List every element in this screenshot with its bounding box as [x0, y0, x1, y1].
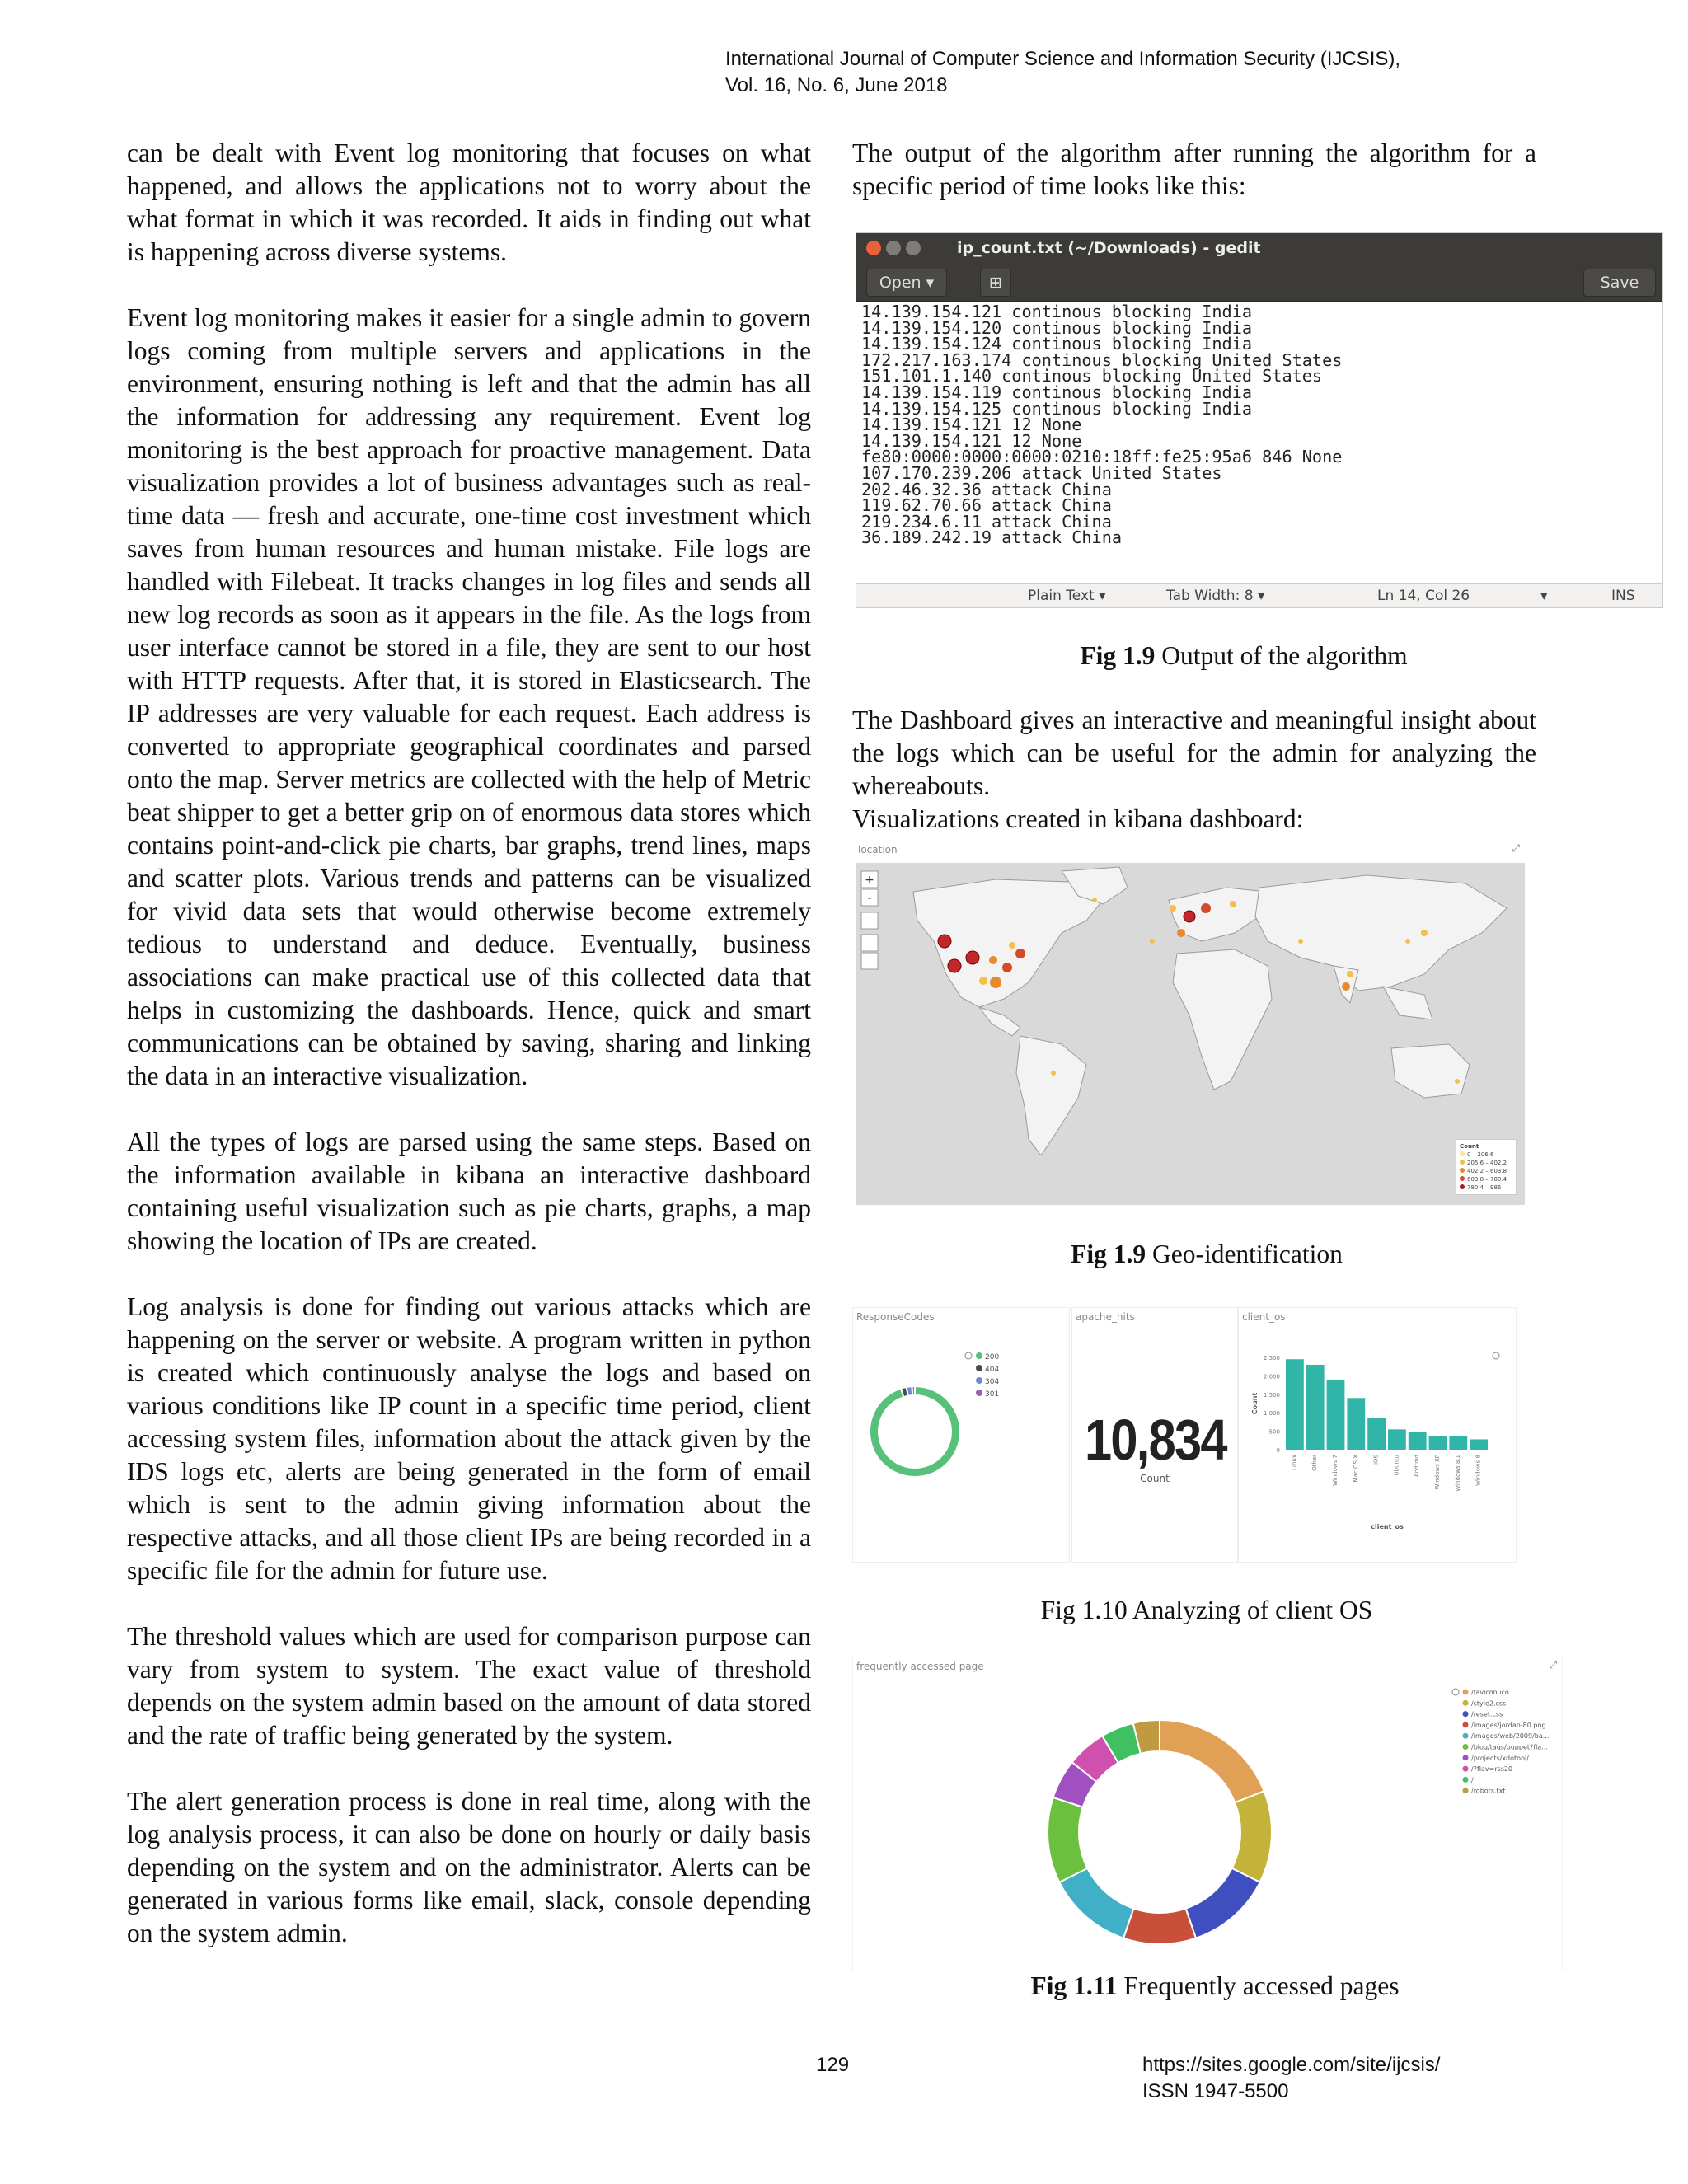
gedit-text-area[interactable] — [861, 304, 1342, 546]
legend-label: 301 — [985, 1390, 1000, 1399]
y-tick-label: 500 — [1268, 1428, 1280, 1436]
legend-toggle-icon — [1493, 1352, 1499, 1359]
x-axis-label: client_os — [1371, 1523, 1404, 1530]
x-tick-label: Windows XP — [1434, 1455, 1441, 1490]
bar-other — [1306, 1365, 1325, 1450]
legend-swatch — [1463, 1766, 1469, 1772]
legend-item — [1460, 1159, 1512, 1167]
map-marker — [1455, 1079, 1460, 1084]
figure-caption — [852, 1238, 1561, 1271]
log-line: 14.139.154.121 12 None — [861, 415, 1082, 435]
chevron-down-icon: ▾ — [926, 274, 935, 292]
log-line: fe80:0000:0000:0000:0210:18ff:fe25:95a6 846 None — [861, 447, 1343, 467]
x-tick-label: Linux — [1291, 1455, 1298, 1470]
map-marker — [1298, 939, 1303, 944]
map-marker — [1009, 942, 1015, 949]
paragraph: The alert generation process is done in real time, along with the log analysis process, it can also be done on hourly or daily basis depending on the system and on the administrator. Alerts can be generated in various forms like email, slack, console depending on the system admin. — [127, 1787, 811, 1947]
page-slice-5 — [1048, 1797, 1087, 1882]
paragraph: can be dealt with Event log monitoring that focuses on what happened, and allows the applications not to worry about the what format in which it was recorded. It aids in finding out what is happening across diverse systems. — [127, 138, 811, 266]
legend-label: /images/jordan-80.png — [1471, 1721, 1546, 1729]
figure-text: Fig 1.10 Analyzing of client OS — [1040, 1596, 1373, 1624]
maximize-icon[interactable] — [906, 241, 921, 255]
map-marker — [1405, 939, 1410, 944]
panel-title: ResponseCodes — [856, 1311, 935, 1323]
legend-swatch — [1460, 1168, 1465, 1173]
legend-swatch — [1460, 1176, 1465, 1181]
expand-icon[interactable]: ⤢ — [1512, 842, 1520, 854]
panel-title: frequently accessed page — [856, 1661, 984, 1672]
map-marker — [1347, 971, 1353, 977]
y-tick-label: 1,500 — [1263, 1391, 1280, 1399]
legend-label: /images/web/2009/ba... — [1471, 1732, 1550, 1741]
close-icon[interactable] — [866, 241, 881, 255]
log-line: 107.170.239.206 attack United States — [861, 462, 1222, 483]
client-os-panel — [1238, 1307, 1517, 1563]
log-line: 14.139.154.119 continous blocking India — [861, 382, 1253, 402]
client-os-bar-chart[interactable] — [1239, 1308, 1516, 1562]
gedit-titlebar — [856, 233, 1662, 263]
map-marker — [1177, 929, 1185, 937]
map-marker — [948, 959, 961, 972]
dashboard-paragraph: The Dashboard gives an interactive and meaningful insight about the logs which can be useful for the admin for analyzing the whereabouts. — [852, 705, 1536, 800]
log-line: 14.139.154.121 continous blocking India — [861, 302, 1253, 321]
gedit-window — [856, 232, 1663, 608]
map-marker — [979, 977, 987, 985]
legend-label: 205.6 – 402.2 — [1467, 1160, 1507, 1166]
frequent-pages-panel — [852, 1657, 1563, 1971]
geo-map-panel — [856, 842, 1525, 1205]
paragraph: All the types of logs are parsed using the same steps. Based on the information available in kibana an interactive dashboard containing useful visualization such as pie charts, graphs, a map showing the location of IPs are created. — [127, 1127, 811, 1255]
frequent-pages-donut[interactable] — [853, 1657, 1562, 1971]
paragraph: Event log monitoring makes it easier for a single admin to govern logs coming from multiple servers and applications in the environment, ensuring nothing is left and that the admin has all the information for addressing any requirement. Event log monitoring is the best approach for proactive management. Data visualization provides a lot of business advantages such as real-time data — fresh and accurate, one-time cost investment which saves from human resources and human mistake. File logs are handled with Filebeat. It tracks changes in log files and sends all new log records as soon as it appears in the file. As the logs from user interface cannot be stored in a file, they are sent to our host with HTTP requests. After that, it is stored in Elasticsearch. The IP addresses are very valuable for each request. Each address is converted to appropriate geographical coordinates and parsed onto the map. Server metrics are collected with the help of Metric beat shipper to get a better grip on of enormous data stores which contains point-and-click pie charts, bar graphs, trend lines, maps and scatter plots. Various trends and patterns can be visualized for vivid data sets that would otherwise become extremely tedious to understand and deduce. Eventually, business associations can make practical use of this collected data that helps in customizing the dashboards. Hence, quick and smart communications can be obtained by saving, sharing and linking the data in an interactive visualization. — [127, 303, 811, 1090]
apache-hits-panel — [1071, 1307, 1238, 1563]
response-code-slice-3 — [912, 1386, 915, 1395]
y-axis-label: Count — [1251, 1392, 1259, 1415]
page-slice-2 — [1186, 1868, 1260, 1938]
x-tick-label: Windows 7 — [1332, 1455, 1339, 1486]
window-title: ip_count.txt (~/Downloads) - gedit — [957, 239, 1261, 257]
x-tick-label: Mac OS X — [1352, 1455, 1359, 1483]
legend-swatch — [1463, 1711, 1469, 1717]
log-line: 14.139.154.120 continous blocking India — [861, 317, 1253, 338]
figure-caption — [852, 1594, 1561, 1627]
legend-label: /favicon.ico — [1471, 1689, 1509, 1696]
figure-text: Output of the algorithm — [1155, 641, 1408, 670]
map-marker — [1342, 982, 1350, 991]
legend-item — [1460, 1167, 1512, 1175]
log-line: 151.101.1.140 continous blocking United States — [861, 366, 1323, 387]
log-line: 202.46.32.36 attack China — [861, 479, 1112, 499]
paragraph: The threshold values which are used for comparison purpose can vary from system to system. The exact value of threshold depends on the system admin based on the amount of data stored and the rate of traffic being generated by the system. — [127, 1622, 811, 1750]
legend-label: /blog/tags/puppet?fla... — [1471, 1743, 1548, 1751]
x-tick-label: Other — [1311, 1455, 1319, 1471]
legend-label: /style2.css — [1471, 1699, 1507, 1708]
chevron-down-icon: ▾ — [1540, 588, 1548, 604]
gedit-statusbar — [856, 583, 1662, 607]
legend-swatch — [1463, 1744, 1469, 1750]
bar-linux — [1286, 1359, 1304, 1450]
legend-label: 404 — [985, 1366, 1000, 1374]
legend-item — [1460, 1183, 1512, 1192]
legend-label: /?flav=rss20 — [1471, 1765, 1513, 1774]
legend-swatch — [1460, 1160, 1465, 1165]
page-number: 129 — [816, 2054, 850, 2076]
left-column — [127, 137, 811, 1983]
log-line: 172.217.163.174 continous blocking United States — [861, 349, 1343, 370]
response-code-slice-0 — [870, 1386, 960, 1477]
figure-caption — [852, 640, 1635, 673]
insert-mode: INS — [1611, 588, 1635, 604]
legend-swatch — [1463, 1722, 1469, 1727]
map-marker — [1051, 1071, 1056, 1076]
world-map[interactable] — [856, 842, 1525, 1205]
map-marker — [1150, 939, 1155, 944]
map-marker — [1015, 949, 1025, 958]
page-slice-0 — [1160, 1720, 1264, 1802]
figure-text: Geo-identification — [1146, 1240, 1343, 1268]
right-intro — [852, 137, 1536, 203]
map-marker — [990, 977, 1001, 988]
bar-ios — [1367, 1418, 1386, 1450]
response-codes-donut[interactable] — [853, 1308, 1069, 1562]
legend-toggle-icon — [965, 1352, 972, 1359]
legend-swatch — [1463, 1690, 1469, 1695]
legend-label: / — [1471, 1776, 1474, 1784]
bar-windows-xp — [1429, 1436, 1447, 1450]
x-tick-label: Ubuntu — [1393, 1455, 1400, 1476]
dashboard-text — [852, 704, 1536, 836]
y-tick-label: 2,000 — [1263, 1373, 1280, 1380]
map-marker — [1230, 901, 1236, 907]
log-line: 36.189.242.19 attack China — [861, 527, 1123, 548]
log-line: 14.139.154.121 12 None — [861, 430, 1082, 451]
intro-text: The output of the algorithm after running the algorithm for a specific period of time looks like this: — [852, 138, 1536, 200]
legend-swatch — [1463, 1733, 1469, 1739]
legend-label: /reset.css — [1471, 1710, 1503, 1718]
legend-swatch — [1463, 1777, 1469, 1783]
y-tick-label: 0 — [1276, 1447, 1280, 1454]
response-codes-panel — [852, 1307, 1070, 1563]
legend-swatch — [1460, 1184, 1465, 1189]
expand-icon[interactable]: ⤢ — [1549, 1659, 1557, 1671]
paragraph: Log analysis is done for finding out various attacks which are happening on the server or website. A program written in python is created which continuously analyse the logs and based on various conditions like IP count in a specific time period, client accessing system files, information about the attack given by the IDS logs etc, alerts are being generated in the form of email which is sent to the admin giving information about the respective attacks, and all those client IPs are being recorded in a specific file for the admin for future use. — [127, 1292, 811, 1585]
language-selector[interactable]: Plain Text ▾ — [1028, 588, 1106, 604]
hit-count-label: Count — [1140, 1473, 1170, 1484]
new-tab-button[interactable] — [980, 269, 1011, 297]
figure-label: Fig 1.11 — [1030, 1971, 1118, 2000]
x-tick-label: Android — [1414, 1455, 1421, 1478]
legend-toggle-icon — [1452, 1689, 1459, 1695]
map-controls — [861, 871, 878, 969]
legend-swatch — [976, 1352, 982, 1359]
journal-url[interactable]: https://sites.google.com/site/ijcsis/ — [1142, 2054, 1441, 2076]
map-marker — [1184, 911, 1195, 922]
footer-url — [1142, 2052, 1440, 2105]
legend-swatch — [976, 1377, 982, 1384]
x-tick-label: iOS — [1372, 1455, 1380, 1465]
legend-swatch — [1460, 1151, 1465, 1156]
panel-title: client_os — [1242, 1311, 1286, 1323]
y-tick-label: 1,000 — [1263, 1410, 1280, 1418]
map-legend — [1456, 1139, 1517, 1195]
bar-windows-8-1 — [1449, 1436, 1467, 1450]
page-slice-1 — [1232, 1791, 1272, 1882]
bar-windows-8 — [1470, 1439, 1488, 1450]
bar-ubuntu — [1388, 1429, 1406, 1450]
bar-windows-7 — [1327, 1380, 1345, 1450]
cursor-position[interactable]: Ln 14, Col 26 — [1377, 588, 1470, 604]
zoom-out-button: - — [867, 892, 872, 905]
map-marker — [1002, 963, 1012, 972]
legend-swatch — [1463, 1700, 1469, 1706]
legend-label: 304 — [985, 1378, 1000, 1386]
map-marker — [1170, 905, 1176, 912]
hit-count: 10,834 — [1085, 1408, 1226, 1472]
zoom-in-button: + — [865, 874, 874, 887]
map-marker — [938, 935, 951, 948]
page-slice-4 — [1059, 1868, 1133, 1938]
log-line: 219.234.6.11 attack China — [861, 511, 1112, 532]
log-line: 14.139.154.125 continous blocking India — [861, 398, 1253, 419]
legend-swatch — [1463, 1755, 1469, 1760]
map-marker — [1201, 903, 1211, 913]
save-button[interactable] — [1583, 269, 1656, 297]
legend-label: 0 – 206.6 — [1467, 1151, 1494, 1158]
page-slice-3 — [1123, 1909, 1196, 1944]
map-marker — [1092, 898, 1097, 902]
legend-label: 603.8 – 780.4 — [1467, 1176, 1507, 1183]
legend-label: /robots.txt — [1471, 1787, 1506, 1795]
y-tick-label: 2,500 — [1263, 1355, 1280, 1361]
legend-label: 402.2 – 603.8 — [1467, 1168, 1507, 1174]
journal-title: International Journal of Computer Science and Information Security (IJCSIS), — [725, 48, 1401, 70]
journal-volume: Vol. 16, No. 6, June 2018 — [725, 74, 948, 96]
open-label: Open — [879, 274, 921, 292]
tab-width-selector[interactable]: Tab Width: 8 ▾ — [1166, 588, 1265, 604]
map-marker — [966, 951, 979, 964]
legend-label: /projects/xdotool/ — [1471, 1754, 1529, 1762]
legend-label: 200 — [985, 1353, 1000, 1361]
new-document-icon: ⊞ — [989, 274, 1002, 292]
bar-android — [1409, 1432, 1427, 1450]
figure-text: Frequently accessed pages — [1117, 1971, 1400, 2000]
minimize-icon[interactable] — [886, 241, 901, 255]
map-marker — [1421, 930, 1428, 936]
open-button[interactable] — [866, 269, 947, 297]
map-marker — [989, 956, 997, 964]
issn: ISSN 1947-5500 — [1142, 2080, 1289, 2102]
log-line: 119.62.70.66 attack China — [861, 495, 1112, 516]
legend-swatch — [1463, 1788, 1469, 1793]
figure-caption — [852, 1970, 1578, 2003]
x-tick-label: Windows 8 — [1475, 1455, 1482, 1486]
map-title: location — [858, 844, 898, 855]
legend-swatch — [976, 1390, 982, 1396]
legend-title: Count — [1460, 1143, 1479, 1150]
legend-label: 780.4 – 986 — [1467, 1184, 1502, 1191]
viz-heading: Visualizations created in kibana dashboard: — [852, 804, 1304, 833]
bar-mac-os-x — [1347, 1398, 1365, 1450]
figure-label: Fig 1.9 — [1080, 641, 1156, 670]
legend-item — [1460, 1175, 1512, 1183]
legend-item — [1460, 1151, 1512, 1159]
legend-swatch — [976, 1365, 982, 1371]
x-tick-label: Windows 8.1 — [1454, 1455, 1461, 1492]
figure-label: Fig 1.9 — [1071, 1240, 1146, 1268]
panel-title: apache_hits — [1076, 1311, 1135, 1323]
gedit-toolbar — [856, 263, 1662, 302]
log-line: 14.139.154.124 continous blocking India — [861, 334, 1253, 354]
journal-header — [725, 46, 1400, 99]
save-label: Save — [1600, 274, 1639, 292]
